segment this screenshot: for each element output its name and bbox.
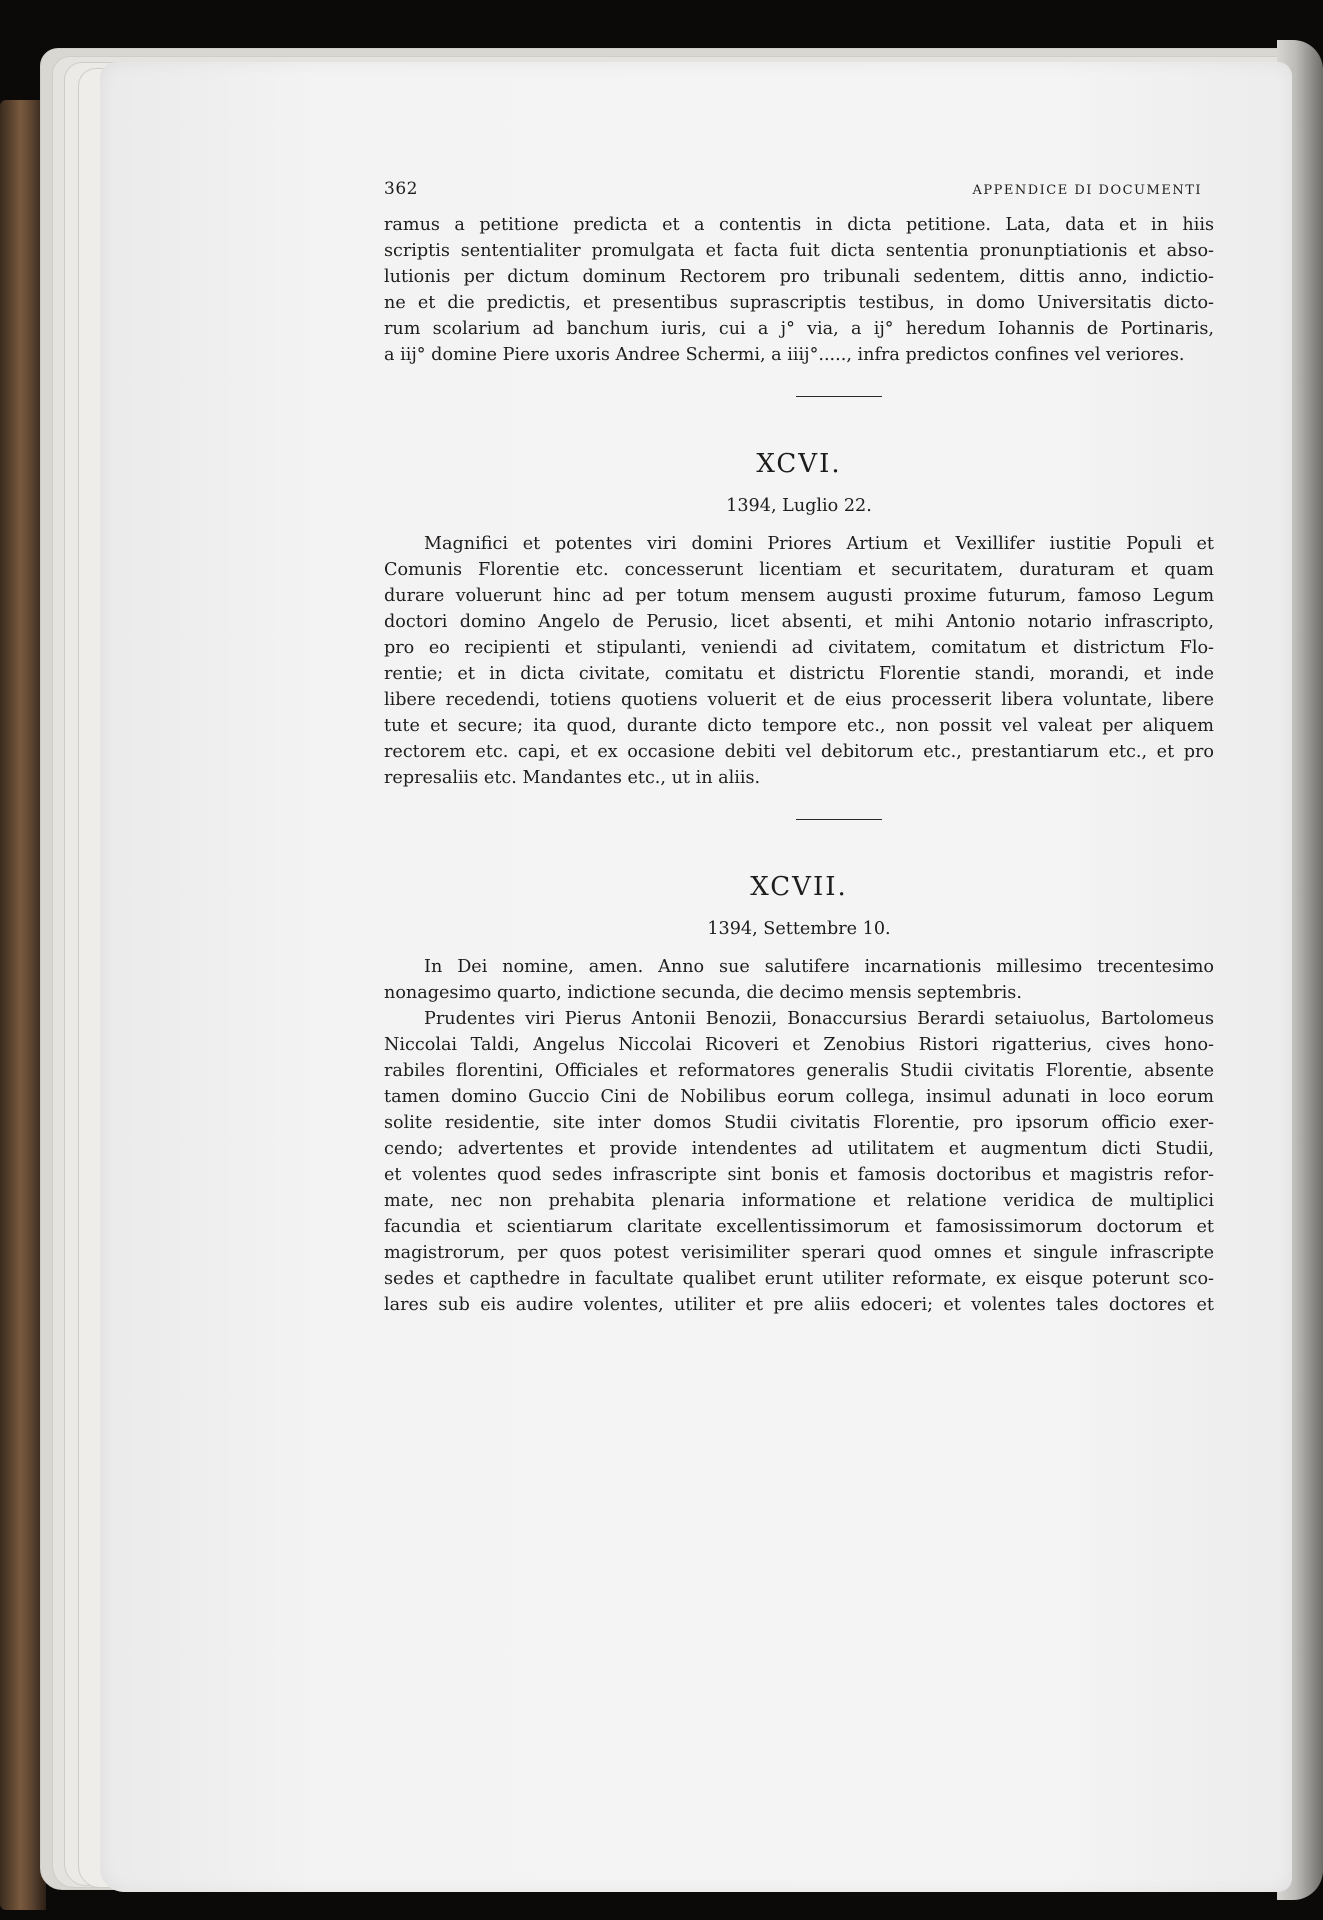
text-line: facundia et scientiarum claritate excellentissimorum et famosissimorum doctorum et	[384, 1217, 1214, 1237]
text-line: rum scolarium ad banchum iuris, cui a j° via, a ij° heredum Iohannis de Portinaris,	[384, 319, 1214, 339]
document-number: XCVII.	[750, 872, 848, 902]
running-title: APPENDICE DI DOCUMENTI	[972, 183, 1202, 198]
text-line: durare voluerunt hinc ad per totum mensem augusti proxime futurum, famoso Legum	[384, 586, 1214, 606]
text-line: doctori domino Angelo de Perusio, licet absenti, et mihi Antonio notario infrascripto,	[384, 612, 1214, 632]
text-line: rabiles florentini, Officiales et reformatores generalis Studii civitatis Florentie, absente	[384, 1061, 1214, 1081]
text-line: solite residentie, site inter domos Studii civitatis Florentie, pro ipsorum officio exer-	[384, 1113, 1214, 1133]
document-96-paragraph	[384, 531, 1214, 791]
document-number: XCVI.	[756, 449, 842, 479]
continuation-paragraph	[384, 212, 1214, 368]
text-line: ne et die predictis, et presentibus suprascriptis testibus, in domo Universitatis dicto-	[384, 293, 1214, 313]
document-97-paragraph-2	[384, 1006, 1214, 1318]
text-line: nonagesimo quarto, indictione secunda, die decimo mensis septembris.	[384, 983, 1022, 1003]
document-97-paragraph-1	[384, 954, 1214, 1006]
text-line: lares sub eis audire volentes, utiliter et pre aliis edoceri; et volentes tales doctores et	[384, 1295, 1214, 1315]
text-line: tute et secure; ita quod, durante dicto tempore etc., non possit vel valeat per aliquem	[384, 716, 1214, 736]
text-line: sedes et capthedre in facultate qualibet erunt utiliter reformate, ex eisque poterunt sco-	[384, 1269, 1214, 1289]
document-date: 1394, Luglio 22.	[726, 496, 872, 516]
text-line: ramus a petitione predicta et a contentis in dicta petitione. Lata, data et in hiis	[384, 215, 1214, 235]
text-line: represaliis etc. Mandantes etc., ut in aliis.	[384, 768, 761, 788]
text-line: tamen domino Guccio Cini de Nobilibus eorum collega, insimul adunati in loco eorum	[384, 1087, 1214, 1107]
text-line: cendo; advertentes et provide intendentes ad utilitatem et augmentum dicti Studii,	[384, 1139, 1214, 1159]
text-line: In Dei nomine, amen. Anno sue salutifere incarnationis millesimo trecentesimo	[424, 957, 1214, 977]
section-divider	[796, 396, 882, 397]
text-line: Niccolai Taldi, Angelus Niccolai Ricoveri et Zenobius Ristori rigatterius, cives hono-	[384, 1035, 1214, 1055]
text-line: lutionis per dictum dominum Rectorem pro tribunali sedentem, dittis anno, indictio-	[384, 267, 1214, 287]
text-line: scriptis sententialiter promulgata et facta fuit dicta sententia pronunptiationis et abso-	[384, 241, 1214, 261]
section-divider	[796, 819, 882, 820]
text-line: et volentes quod sedes infrascripte sint bonis et famosis doctoribus et magistris refor-	[384, 1165, 1214, 1185]
text-line: magistrorum, per quos potest verisimiliter sperari quod omnes et singule infrascripte	[384, 1243, 1214, 1263]
text-line: Prudentes viri Pierus Antonii Benozii, Bonaccursius Berardi setaiuolus, Bartolomeus	[424, 1009, 1214, 1029]
text-line: Comunis Florentie etc. concesserunt licentiam et securitatem, duraturam et quam	[384, 560, 1214, 580]
text-line: rectorem etc. capi, et ex occasione debiti vel debitorum etc., prestantiarum etc., et pro	[384, 742, 1214, 762]
running-header	[384, 176, 1214, 204]
document-date: 1394, Settembre 10.	[707, 919, 891, 939]
text-line: a iij° domine Piere uxoris Andree Schermi, a iiij°....., infra predictos confines vel veriores.	[384, 345, 1185, 365]
page-number: 362	[384, 179, 418, 199]
text-line: rentie; et in dicta civitate, comitatu et districtu Florentie standi, morandi, et inde	[384, 664, 1214, 684]
text-line: libere recedendi, totiens quotiens voluerit et de eius processerit libera voluntate, libere	[384, 690, 1214, 710]
text-line: pro eo recipienti et stipulanti, veniendi ad civitatem, comitatum et districtum Flo-	[384, 638, 1214, 658]
text-line: Magnifici et potentes viri domini Priores Artium et Vexillifer iustitie Populi et	[424, 534, 1214, 554]
text-line: mate, nec non prehabita plenaria informatione et relatione veridica de multiplici	[384, 1191, 1214, 1211]
text-block	[384, 176, 1214, 1318]
